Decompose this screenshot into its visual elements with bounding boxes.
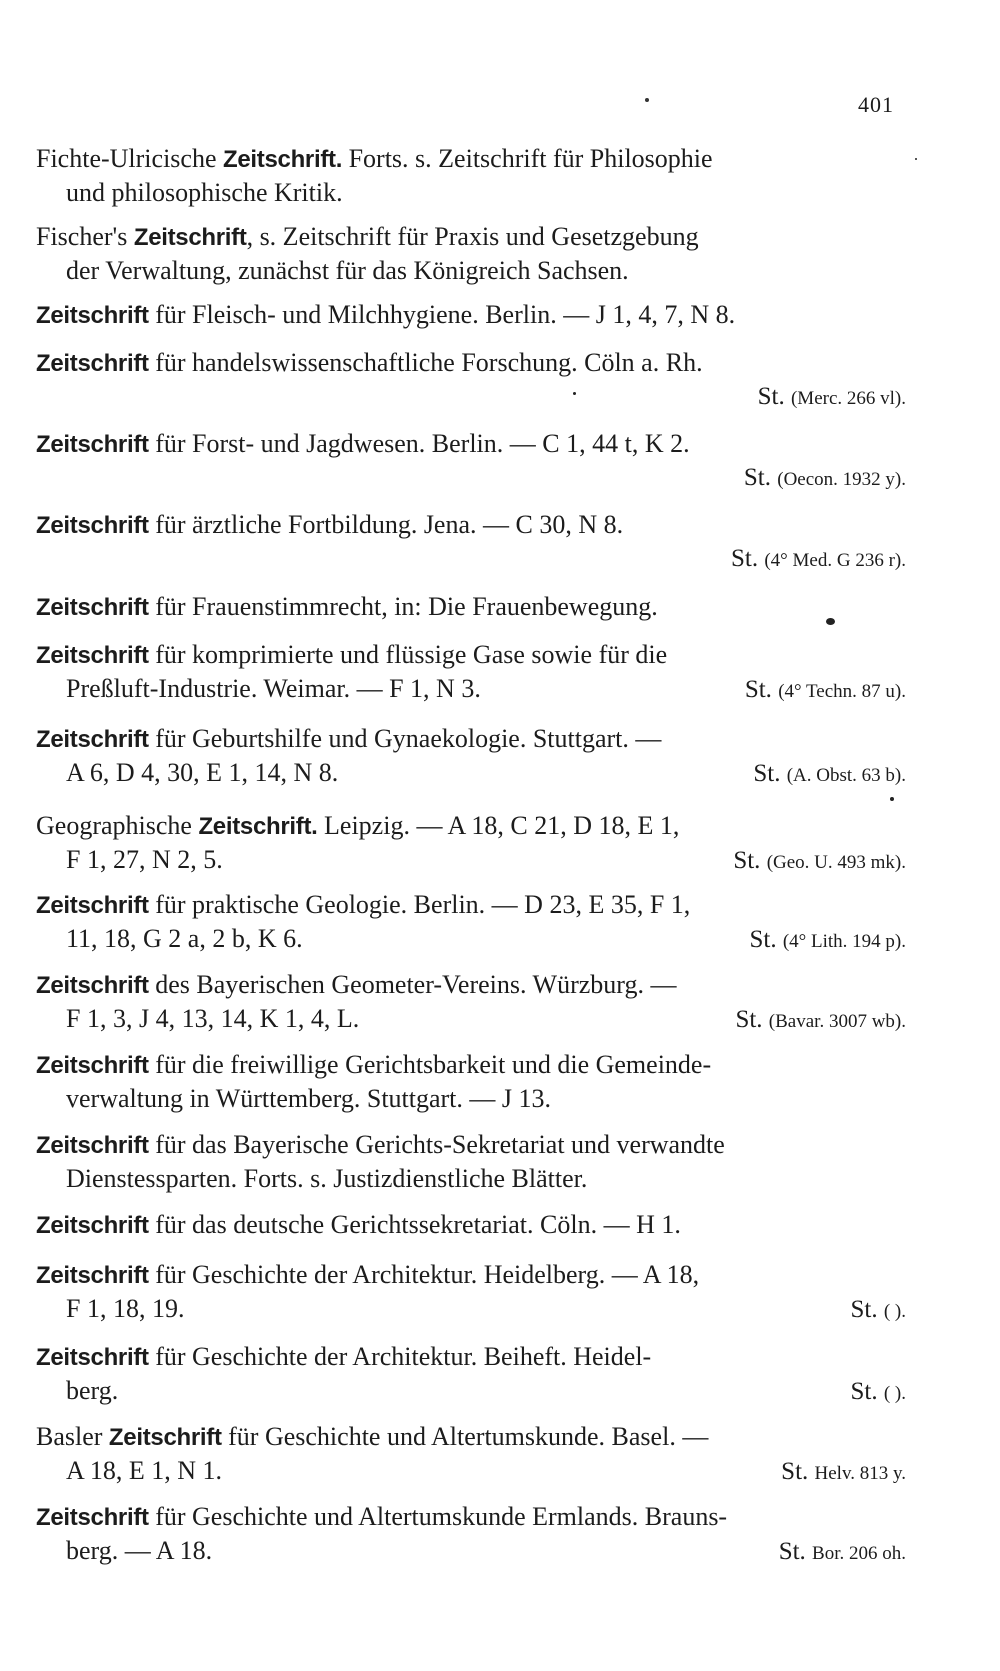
- entry-text: für Frauenstimmrecht, in: Die Frauenbewegung.: [148, 592, 658, 621]
- entry-line-1: [36, 1048, 906, 1082]
- entry-keyword: Zeitschrift: [36, 350, 149, 377]
- entry-prefix: Geographische: [36, 811, 199, 840]
- shelf-signature: [749, 923, 906, 958]
- entry-keyword: Zeitschrift: [36, 302, 149, 329]
- signature-code: (4° Med. G 236 r).: [764, 550, 906, 571]
- entry-keyword: Zeitschrift: [36, 972, 149, 999]
- entry-text: für Geschichte der Architektur. Beiheft. Heidel-: [148, 1342, 652, 1371]
- catalog-entry: [36, 1128, 906, 1195]
- signature-code: (Geo. U. 493 mk).: [766, 852, 906, 873]
- entry-keyword: Zeitschrift: [36, 1262, 149, 1289]
- catalog-entry: [36, 1420, 906, 1490]
- entry-line-2-text: F 1, 3, J 4, 13, 14, K 1, 4, L.: [66, 1004, 360, 1033]
- entry-line-1: [36, 968, 906, 1002]
- signature-prefix: St.: [850, 1296, 878, 1323]
- entry-text: für komprimierte und flüssige Gase sowie für die: [148, 640, 668, 669]
- entry-line-2-text: A 6, D 4, 30, E 1, 14, N 8.: [66, 758, 339, 787]
- catalog-entry: [36, 142, 906, 209]
- catalog-entry: [36, 1500, 906, 1570]
- shelf-signature: [745, 673, 906, 708]
- entry-line-2-text: A 18, E 1, N 1.: [66, 1456, 222, 1485]
- signature-prefix: St.: [757, 383, 785, 410]
- shelf-signature: [36, 542, 906, 577]
- entry-line-2: [36, 1002, 906, 1038]
- entry-line-1: [36, 809, 906, 843]
- entry-text: für handelswissenschaftliche Forschung. Cöln a. Rh.: [148, 348, 703, 377]
- entry-prefix: Basler: [36, 1422, 109, 1451]
- entry-line-1: [36, 427, 906, 461]
- entry-text: für Geschichte der Architektur. Heidelberg. — A 18,: [148, 1260, 700, 1289]
- catalog-entry: [36, 809, 906, 879]
- entry-text: für die freiwillige Gerichtsbarkeit und die Gemeinde-: [148, 1050, 712, 1079]
- entry-line-2-text: berg.: [66, 1376, 119, 1405]
- shelf-signature: [850, 1375, 906, 1410]
- shelf-signature: [781, 1455, 906, 1490]
- signature-code: ( ).: [883, 1383, 906, 1404]
- signature-code: Bor. 206 oh.: [812, 1543, 906, 1564]
- entry-line-2: [36, 1454, 906, 1490]
- ink-blot: [826, 618, 835, 625]
- entry-keyword: Zeitschrift: [36, 1344, 149, 1371]
- signature-prefix: St.: [781, 1458, 809, 1485]
- entry-text: für Forst- und Jagdwesen. Berlin. — C 1, 44 t, K 2.: [148, 429, 690, 458]
- signature-prefix: St.: [749, 926, 777, 953]
- entry-line-1: [36, 1258, 906, 1292]
- shelf-signature: [850, 1293, 906, 1328]
- signature-code: (Merc. 266 vl).: [790, 388, 906, 409]
- page-number: 401: [858, 92, 894, 117]
- entry-prefix: Fichte-Ulricische: [36, 144, 223, 173]
- shelf-signature: [733, 844, 906, 879]
- entry-text: für das Bayerische Gerichts-Sekretariat und verwandte: [148, 1130, 725, 1159]
- signature-prefix: St.: [733, 847, 761, 874]
- entry-line-2: [36, 756, 906, 792]
- entry-line-2: [36, 1292, 906, 1328]
- entry-keyword: Zeitschrift.: [223, 146, 343, 173]
- entry-line-1: [36, 142, 906, 176]
- catalog-entry: [36, 298, 906, 332]
- entry-keyword: Zeitschrift: [36, 642, 149, 669]
- signature-prefix: St.: [743, 464, 771, 491]
- scan-speck: [915, 158, 917, 160]
- catalog-entry: [36, 1258, 906, 1328]
- entry-line-2: und philosophische Kritik.: [66, 178, 343, 207]
- catalog-entry: [36, 1208, 906, 1242]
- entry-line-1: [36, 590, 906, 624]
- shelf-signature: [36, 380, 906, 415]
- catalog-entry: [36, 427, 906, 496]
- entry-keyword: Zeitschrift: [36, 726, 149, 753]
- catalog-entry: [36, 888, 906, 958]
- shelf-signature: [36, 461, 906, 496]
- catalog-entry: [36, 638, 906, 708]
- entry-text: des Bayerischen Geometer-Vereins. Würzburg. —: [148, 970, 677, 999]
- entry-text: für Geschichte und Altertumskunde. Basel. —: [221, 1422, 709, 1451]
- signature-prefix: St.: [731, 545, 759, 572]
- entry-keyword: Zeitschrift: [108, 1424, 222, 1451]
- signature-prefix: St.: [850, 1378, 878, 1405]
- entry-text: , s. Zeitschrift für Praxis und Gesetzgebung: [246, 222, 699, 251]
- entry-keyword: Zeitschrift: [133, 224, 247, 251]
- signature-code: (Oecon. 1932 y).: [777, 469, 906, 490]
- entry-line-1: [36, 1208, 906, 1242]
- catalog-entry: [36, 590, 906, 624]
- entry-line-1: [36, 1420, 906, 1454]
- signature-code: ( ).: [883, 1301, 906, 1322]
- entry-keyword: Zeitschrift: [36, 1132, 149, 1159]
- shelf-signature: [779, 1535, 906, 1570]
- entry-line-2-text: berg. — A 18.: [66, 1536, 213, 1565]
- signature-code: (Bavar. 3007 wb).: [768, 1011, 906, 1032]
- entry-keyword: Zeitschrift: [36, 1504, 149, 1531]
- entry-line-2-text: F 1, 27, N 2, 5.: [66, 845, 223, 874]
- signature-prefix: St.: [744, 676, 772, 703]
- entry-line-1: [36, 1128, 906, 1162]
- signature-code: (4° Lith. 194 p).: [782, 931, 906, 952]
- entry-text: für das deutsche Gerichtssekretariat. Cöln. — H 1.: [148, 1210, 681, 1239]
- catalog-entry: [36, 722, 906, 792]
- entry-text: für Geburtshilfe und Gynaekologie. Stuttgart. —: [148, 724, 662, 753]
- entry-line-1: [36, 298, 906, 332]
- entry-line-2: der Verwaltung, zunächst für das Königreich Sachsen.: [66, 256, 629, 285]
- entry-keyword: Zeitschrift: [36, 1052, 149, 1079]
- shelf-signature: [735, 1003, 906, 1038]
- signature-prefix: St.: [753, 760, 781, 787]
- entry-text: Leipzig. — A 18, C 21, D 18, E 1,: [317, 811, 680, 840]
- entry-keyword: Zeitschrift: [36, 594, 149, 621]
- entry-line-2: [36, 672, 906, 708]
- catalog-entry: [36, 1048, 906, 1115]
- entry-line-2: verwaltung in Württemberg. Stuttgart. — J 13.: [66, 1084, 552, 1113]
- catalog-entry: [36, 508, 906, 577]
- signature-code: Helv. 813 y.: [814, 1463, 906, 1484]
- entry-text: für praktische Geologie. Berlin. — D 23, E 35, F 1,: [148, 890, 691, 919]
- entry-line-1: [36, 888, 906, 922]
- scan-speck: [890, 797, 894, 801]
- entry-text: Forts. s. Zeitschrift für Philosophie: [342, 144, 713, 173]
- entry-text: für Geschichte und Altertumskunde Ermlands. Brauns-: [148, 1502, 728, 1531]
- entry-line-1: [36, 1500, 906, 1534]
- signature-code: (A. Obst. 63 b).: [786, 765, 906, 786]
- entry-line-1: [36, 346, 906, 380]
- signature-prefix: St.: [735, 1006, 763, 1033]
- entry-line-1: [36, 638, 906, 672]
- entry-text: für Fleisch- und Milchhygiene. Berlin. — J 1, 4, 7, N 8.: [148, 300, 736, 329]
- scan-speck: [573, 392, 576, 395]
- entry-line-1: [36, 722, 906, 756]
- entry-keyword: Zeitschrift: [36, 1212, 149, 1239]
- entry-line-2-text: Preßluft-Industrie. Weimar. — F 1, N 3.: [66, 674, 481, 703]
- shelf-signature: [753, 757, 906, 792]
- entry-keyword: Zeitschrift: [36, 431, 149, 458]
- entry-line-2: [36, 843, 906, 879]
- catalog-entry: [36, 968, 906, 1038]
- entry-line-2: [36, 1374, 906, 1410]
- entry-keyword: Zeitschrift: [36, 892, 149, 919]
- catalog-entry: [36, 220, 906, 287]
- entry-keyword: Zeitschrift: [36, 512, 149, 539]
- entry-line-1: [36, 508, 906, 542]
- entry-line-2: [36, 1534, 906, 1570]
- signature-prefix: St.: [778, 1538, 806, 1565]
- entry-line-2: Dienstessparten. Forts. s. Justizdienstliche Blätter.: [66, 1164, 588, 1193]
- entry-line-2-text: F 1, 18, 19.: [66, 1294, 185, 1323]
- entry-text: für ärztliche Fortbildung. Jena. — C 30, N 8.: [148, 510, 624, 539]
- entry-line-2-text: 11, 18, G 2 a, 2 b, K 6.: [66, 924, 303, 953]
- entry-keyword: Zeitschrift.: [198, 813, 318, 840]
- entry-line-2: [36, 922, 906, 958]
- catalog-entry: [36, 1340, 906, 1410]
- entry-prefix: Fischer's: [36, 222, 134, 251]
- entry-line-1: [36, 1340, 906, 1374]
- entry-line-1: [36, 220, 906, 254]
- catalog-entry: [36, 346, 906, 415]
- signature-code: (4° Techn. 87 u).: [778, 681, 906, 702]
- print-speck: [645, 98, 649, 102]
